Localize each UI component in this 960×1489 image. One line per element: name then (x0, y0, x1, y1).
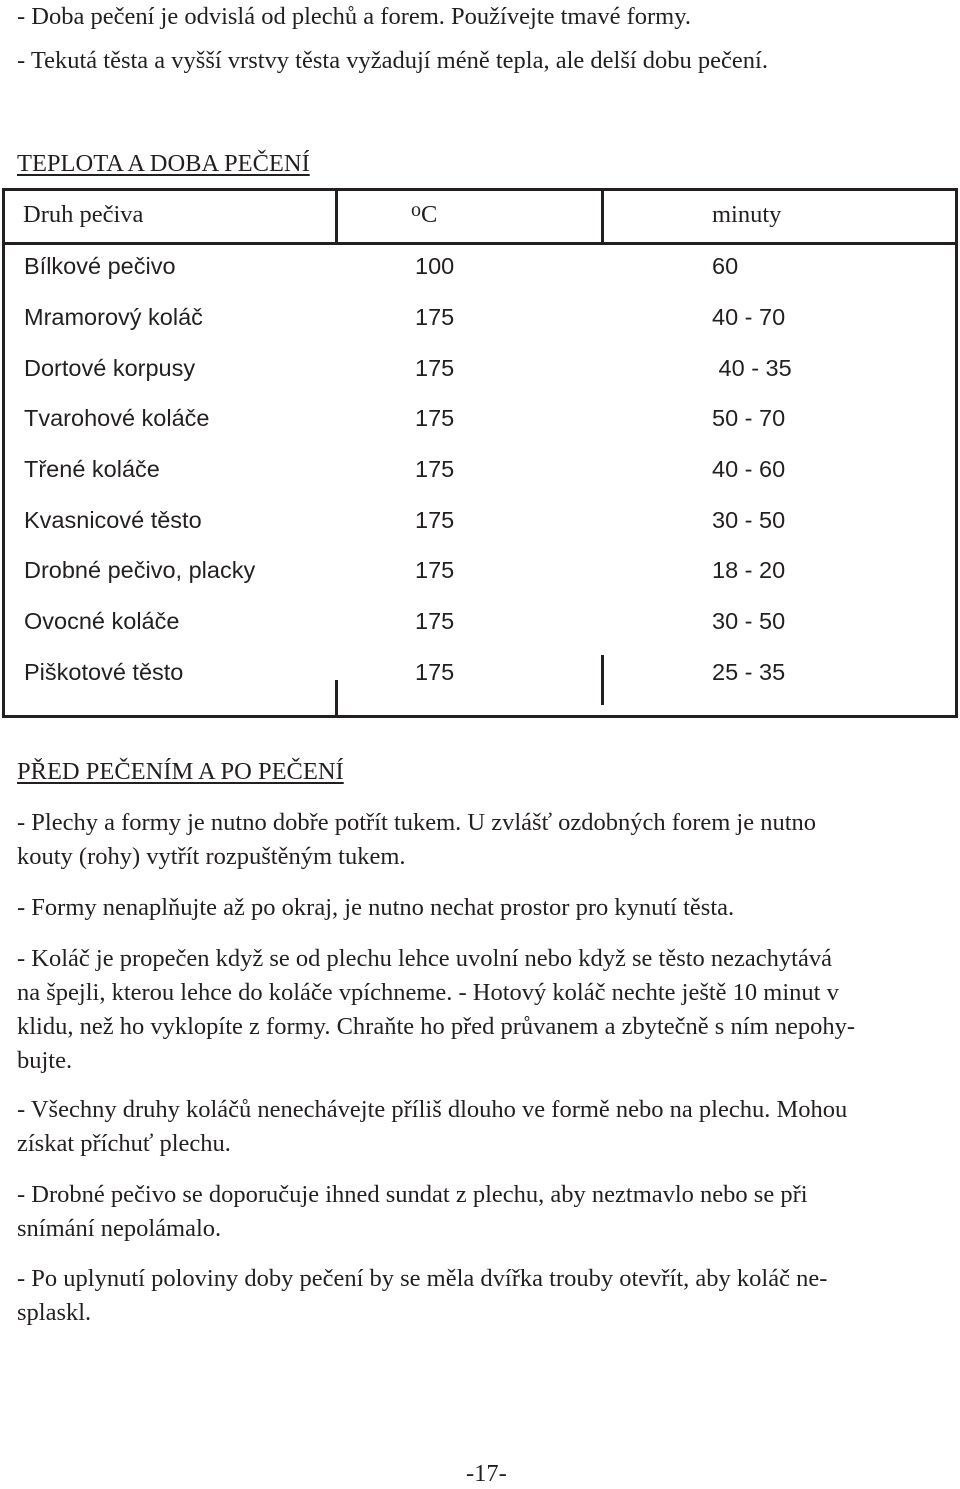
paragraph-5 (17, 1178, 957, 1246)
row-3-type: Dortové korpusy (24, 355, 196, 381)
header-type: Druh pečiva (23, 201, 144, 228)
paragraph-line: bujte. (17, 1047, 73, 1074)
row-5-type: Třené koláče (24, 456, 160, 482)
row-9-time: 25 - 35 (712, 659, 786, 685)
table-left-border (2, 188, 5, 718)
table-top-border (2, 188, 958, 191)
paragraph-line: - Koláč je propečen když se od plechu lehce uvolní nebo když se těsto nezachytává (17, 945, 832, 972)
row-5-time: 40 - 60 (712, 456, 786, 482)
paragraph-line: kouty (rohy) vytřít rozpuštěným tukem. (17, 843, 406, 870)
row-2-time: 40 - 70 (712, 304, 786, 330)
row-5-temp: 175 (415, 456, 455, 482)
row-7-type: Drobné pečivo, placky (24, 557, 256, 583)
paragraph-line: - Plechy a formy je nutno dobře potřít tukem. U zvlášť ozdobných forem je nutno (17, 809, 817, 836)
table-col-divider-1-bottom (335, 680, 338, 716)
paragraph-4 (17, 1093, 957, 1161)
table-col-divider-1-header (335, 188, 338, 244)
paragraph-3 (17, 942, 957, 1078)
row-8-type: Ovocné koláče (24, 608, 180, 634)
paragraph-line: získat příchuť plechu. (17, 1130, 231, 1157)
table-title: TEPLOTA A DOBA PEČENÍ (17, 150, 310, 177)
intro-line-1: - Doba pečení je odvislá od plechů a forem. Používejte tmavé formy. (17, 3, 691, 30)
row-9-temp: 175 (415, 659, 455, 685)
row-2-type: Mramorový koláč (24, 304, 203, 330)
paragraph-1 (17, 806, 957, 874)
paragraph-line: - Formy nenaplňujte až po okraj, je nutno nechat prostor pro kynutí těsta. (17, 894, 735, 921)
paragraph-6 (17, 1262, 957, 1330)
row-4-type: Tvarohové koláče (24, 405, 210, 431)
row-4-temp: 175 (415, 405, 455, 431)
row-7-temp: 175 (415, 557, 455, 583)
paragraph-line: na špejli, kterou lehce do koláče vpíchneme. - Hotový koláč nechte ještě 10 minut v (17, 979, 839, 1006)
row-6-type: Kvasnicové těsto (24, 507, 202, 533)
row-1-time: 60 (712, 253, 739, 279)
paragraph-line: snímání nepolámalo. (17, 1215, 222, 1242)
row-7-time: 18 - 20 (712, 557, 786, 583)
page-number: -17- (466, 1460, 507, 1487)
row-6-time: 30 - 50 (712, 507, 786, 533)
celsius-unit: C (421, 201, 438, 228)
paragraph-2 (17, 891, 957, 925)
paragraph-line: - Drobné pečivo se doporučuje ihned sundat z plechu, aby neztmavlo nebo se při (17, 1181, 808, 1208)
table-right-border (955, 188, 958, 718)
row-1-type: Bílkové pečivo (24, 253, 176, 279)
row-3-time: 40 - 35 (712, 355, 792, 381)
row-1-temp: 100 (415, 253, 455, 279)
section-title: PŘED PEČENÍM A PO PEČENÍ (17, 758, 344, 785)
row-4-time: 50 - 70 (712, 405, 786, 431)
row-9-type: Piškotové těsto (24, 659, 184, 685)
row-3-temp: 175 (415, 355, 455, 381)
table-col-divider-2-bottom (601, 655, 604, 705)
row-8-temp: 175 (415, 608, 455, 634)
paragraph-line: - Všechny druhy koláčů nenechávejte příliš dlouho ve formě nebo na plechu. Mohou (17, 1096, 848, 1123)
table-header-divider (2, 242, 958, 245)
degree-symbol: o (411, 199, 421, 221)
table-col-divider-2-header (601, 188, 604, 244)
paragraph-line: klidu, než ho vyklopíte z formy. Chraňte ho před průvanem a zbytečně s ním nepohy- (17, 1013, 855, 1040)
row-2-temp: 175 (415, 304, 455, 330)
paragraph-line: splaskl. (17, 1299, 92, 1326)
paragraph-line: - Po uplynutí poloviny doby pečení by se měla dvířka trouby otevřít, aby koláč ne- (17, 1265, 828, 1292)
header-minutes: minuty (712, 201, 782, 228)
table-bottom-border (2, 715, 958, 718)
header-celsius (411, 200, 437, 231)
intro-line-2: - Tekutá těsta a vyšší vrstvy těsta vyžadují méně tepla, ale delší dobu pečení. (17, 47, 768, 74)
row-8-time: 30 - 50 (712, 608, 786, 634)
row-6-temp: 175 (415, 507, 455, 533)
